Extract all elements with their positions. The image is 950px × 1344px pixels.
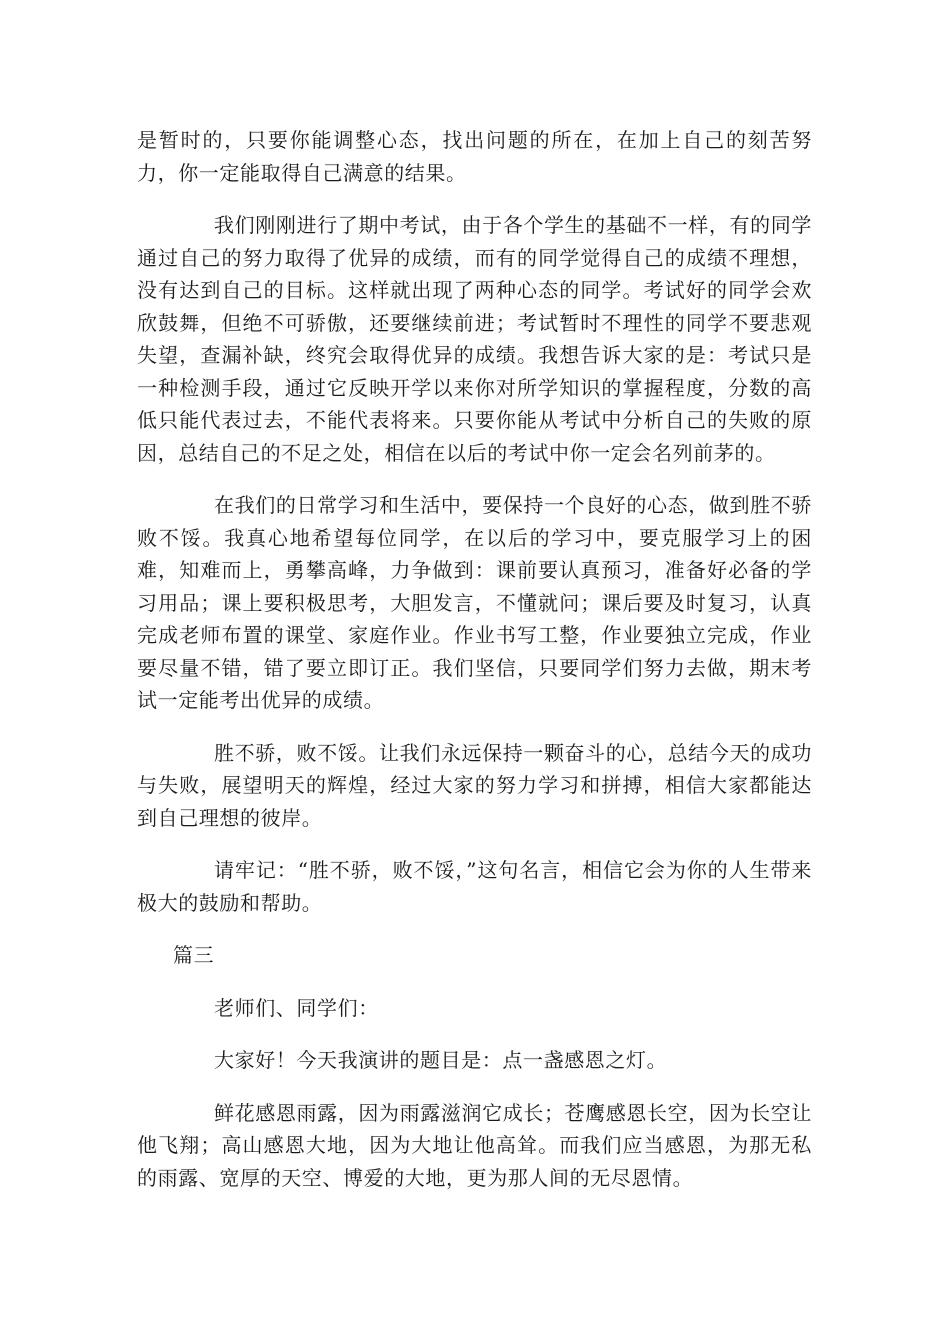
paragraph-daily-study: 在我们的日常学习和生活中，要保持一个良好的心态，做到胜不骄败不馁。我真心地希望每位同学，在以后的学习中，要克服学习上的困难，知难而上，勇攀高峰，力争做到：课前要认真预习，准备好必备的学习用品；课上要积极思考，大胆发言，不懂就问；课后要及时复习，认真完成老师布置的课堂、家庭作业。作业书写工整，作业要独立完成，作业要尽量不错，错了要立即订正。我们坚信，只要同学们努力去做，期末考试一定能考出优异的成绩。 xyxy=(137,493,812,712)
paragraph-perseverance: 胜不骄，败不馁。让我们永远保持一颗奋斗的心，总结今天的成功与失败，展望明天的辉煌，经过大家的努力学习和拼搏，相信大家都能达到自己理想的彼岸。 xyxy=(137,740,812,830)
paragraph-motto: 请牢记：“胜不骄，败不馁，”这句名言，相信它会为你的人生带来极大的鼓励和帮助。 xyxy=(137,858,812,915)
document-page xyxy=(137,124,812,1214)
paragraph-continuation: 是暂时的，只要你能调整心态，找出问题的所在，在加上自己的刻苦努力，你一定能取得自己满意的结果。 xyxy=(137,128,812,185)
speech-greeting: 大家好！今天我演讲的题目是：点一盏感恩之灯。 xyxy=(214,1048,668,1072)
section-heading: 篇三 xyxy=(173,943,215,967)
paragraph-midterm-exam: 我们刚刚进行了期中考试，由于各个学生的基础不一样，有的同学通过自己的努力取得了优异的成绩，而有的同学觉得自己的成绩不理想，没有达到自己的目标。这样就出现了两种心态的同学。考试好的同学会欢欣鼓舞，但绝不可骄傲，还要继续前进；考试暂时不理性的同学不要悲观失望，查漏补缺，终究会取得优异的成绩。我想告诉大家的是：考试只是一种检测手段，通过它反映开学以来你对所学知识的掌握程度，分数的高低只能代表过去，不能代表将来。只要你能从考试中分析自己的失败的原因，总结自己的不足之处，相信在以后的考试中你一定会名列前茅的。 xyxy=(137,213,812,465)
salutation: 老师们、同学们： xyxy=(214,995,379,1020)
paragraph-gratitude: 鲜花感恩雨露，因为雨露滋润它成长；苍鹰感恩长空，因为长空让他飞翔；高山感恩大地，因为大地让他高耸。而我们应当感恩，为那无私的雨露、宽厚的天空、博爱的大地，更为那人间的无尽恩情。 xyxy=(137,1100,812,1190)
